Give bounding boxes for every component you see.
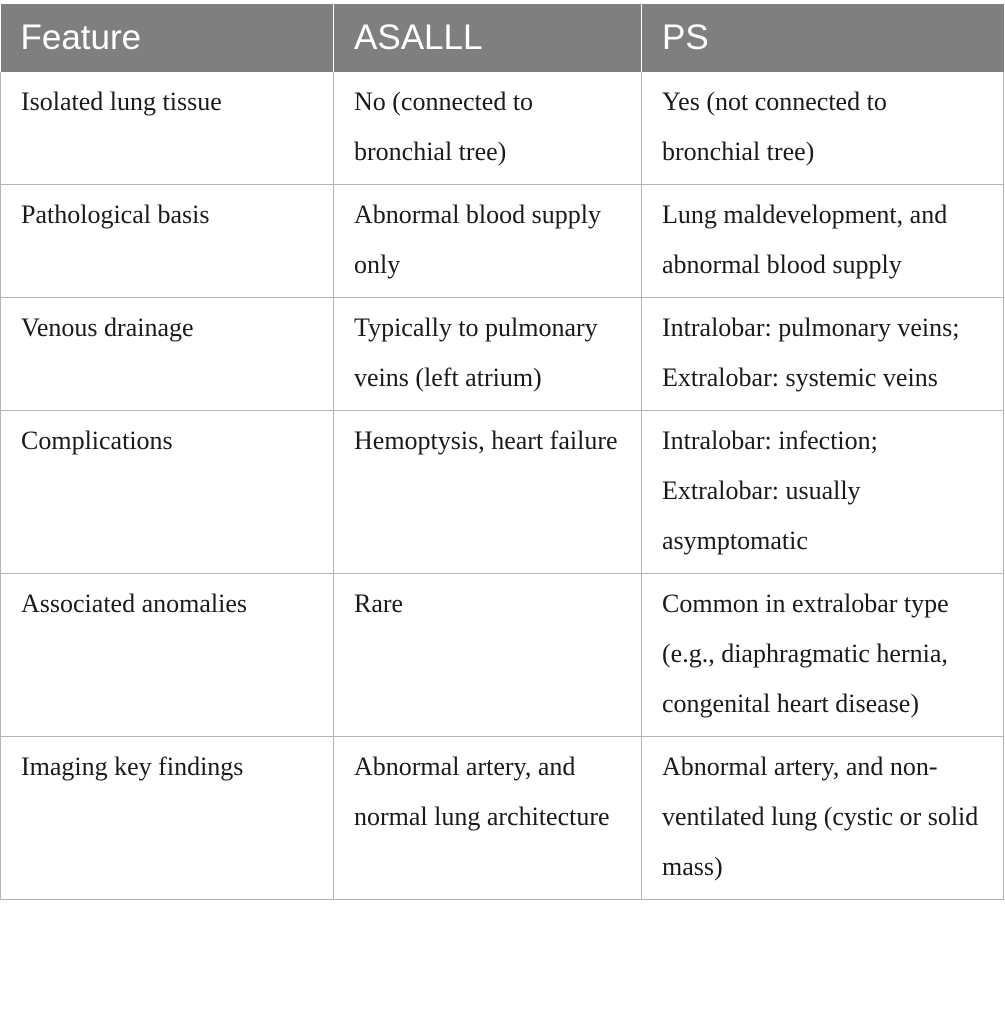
feature-cell: Imaging key findings <box>1 737 334 900</box>
header-row <box>1 4 1004 72</box>
header-asalll: ASALLL <box>334 4 642 72</box>
ps-cell: Yes (not connected to bronchial tree) <box>642 72 1004 185</box>
ps-cell: Intralobar: infection; Extralobar: usually asymptomatic <box>642 411 1004 574</box>
asalll-cell: No (connected to bronchial tree) <box>334 72 642 185</box>
feature-cell: Isolated lung tissue <box>1 72 334 185</box>
ps-cell: Intralobar: pulmonary veins; Extralobar: systemic veins <box>642 298 1004 411</box>
asalll-cell: Hemoptysis, heart failure <box>334 411 642 574</box>
table-row <box>1 737 1004 900</box>
table-row <box>1 72 1004 185</box>
asalll-cell: Rare <box>334 574 642 737</box>
ps-cell: Common in extralobar type (e.g., diaphragmatic hernia, congenital heart disease) <box>642 574 1004 737</box>
table-row <box>1 574 1004 737</box>
feature-cell: Associated anomalies <box>1 574 334 737</box>
asalll-cell: Abnormal artery, and normal lung architecture <box>334 737 642 900</box>
table-row <box>1 185 1004 298</box>
ps-cell: Abnormal artery, and non-ventilated lung (cystic or solid mass) <box>642 737 1004 900</box>
table-row <box>1 298 1004 411</box>
feature-cell: Complications <box>1 411 334 574</box>
feature-cell: Pathological basis <box>1 185 334 298</box>
table-row <box>1 411 1004 574</box>
asalll-cell: Typically to pulmonary veins (left atrium) <box>334 298 642 411</box>
feature-cell: Venous drainage <box>1 298 334 411</box>
ps-cell: Lung maldevelopment, and abnormal blood supply <box>642 185 1004 298</box>
header-ps: PS <box>642 4 1004 72</box>
header-feature: Feature <box>1 4 334 72</box>
asalll-cell: Abnormal blood supply only <box>334 185 642 298</box>
comparison-table <box>0 4 1004 900</box>
